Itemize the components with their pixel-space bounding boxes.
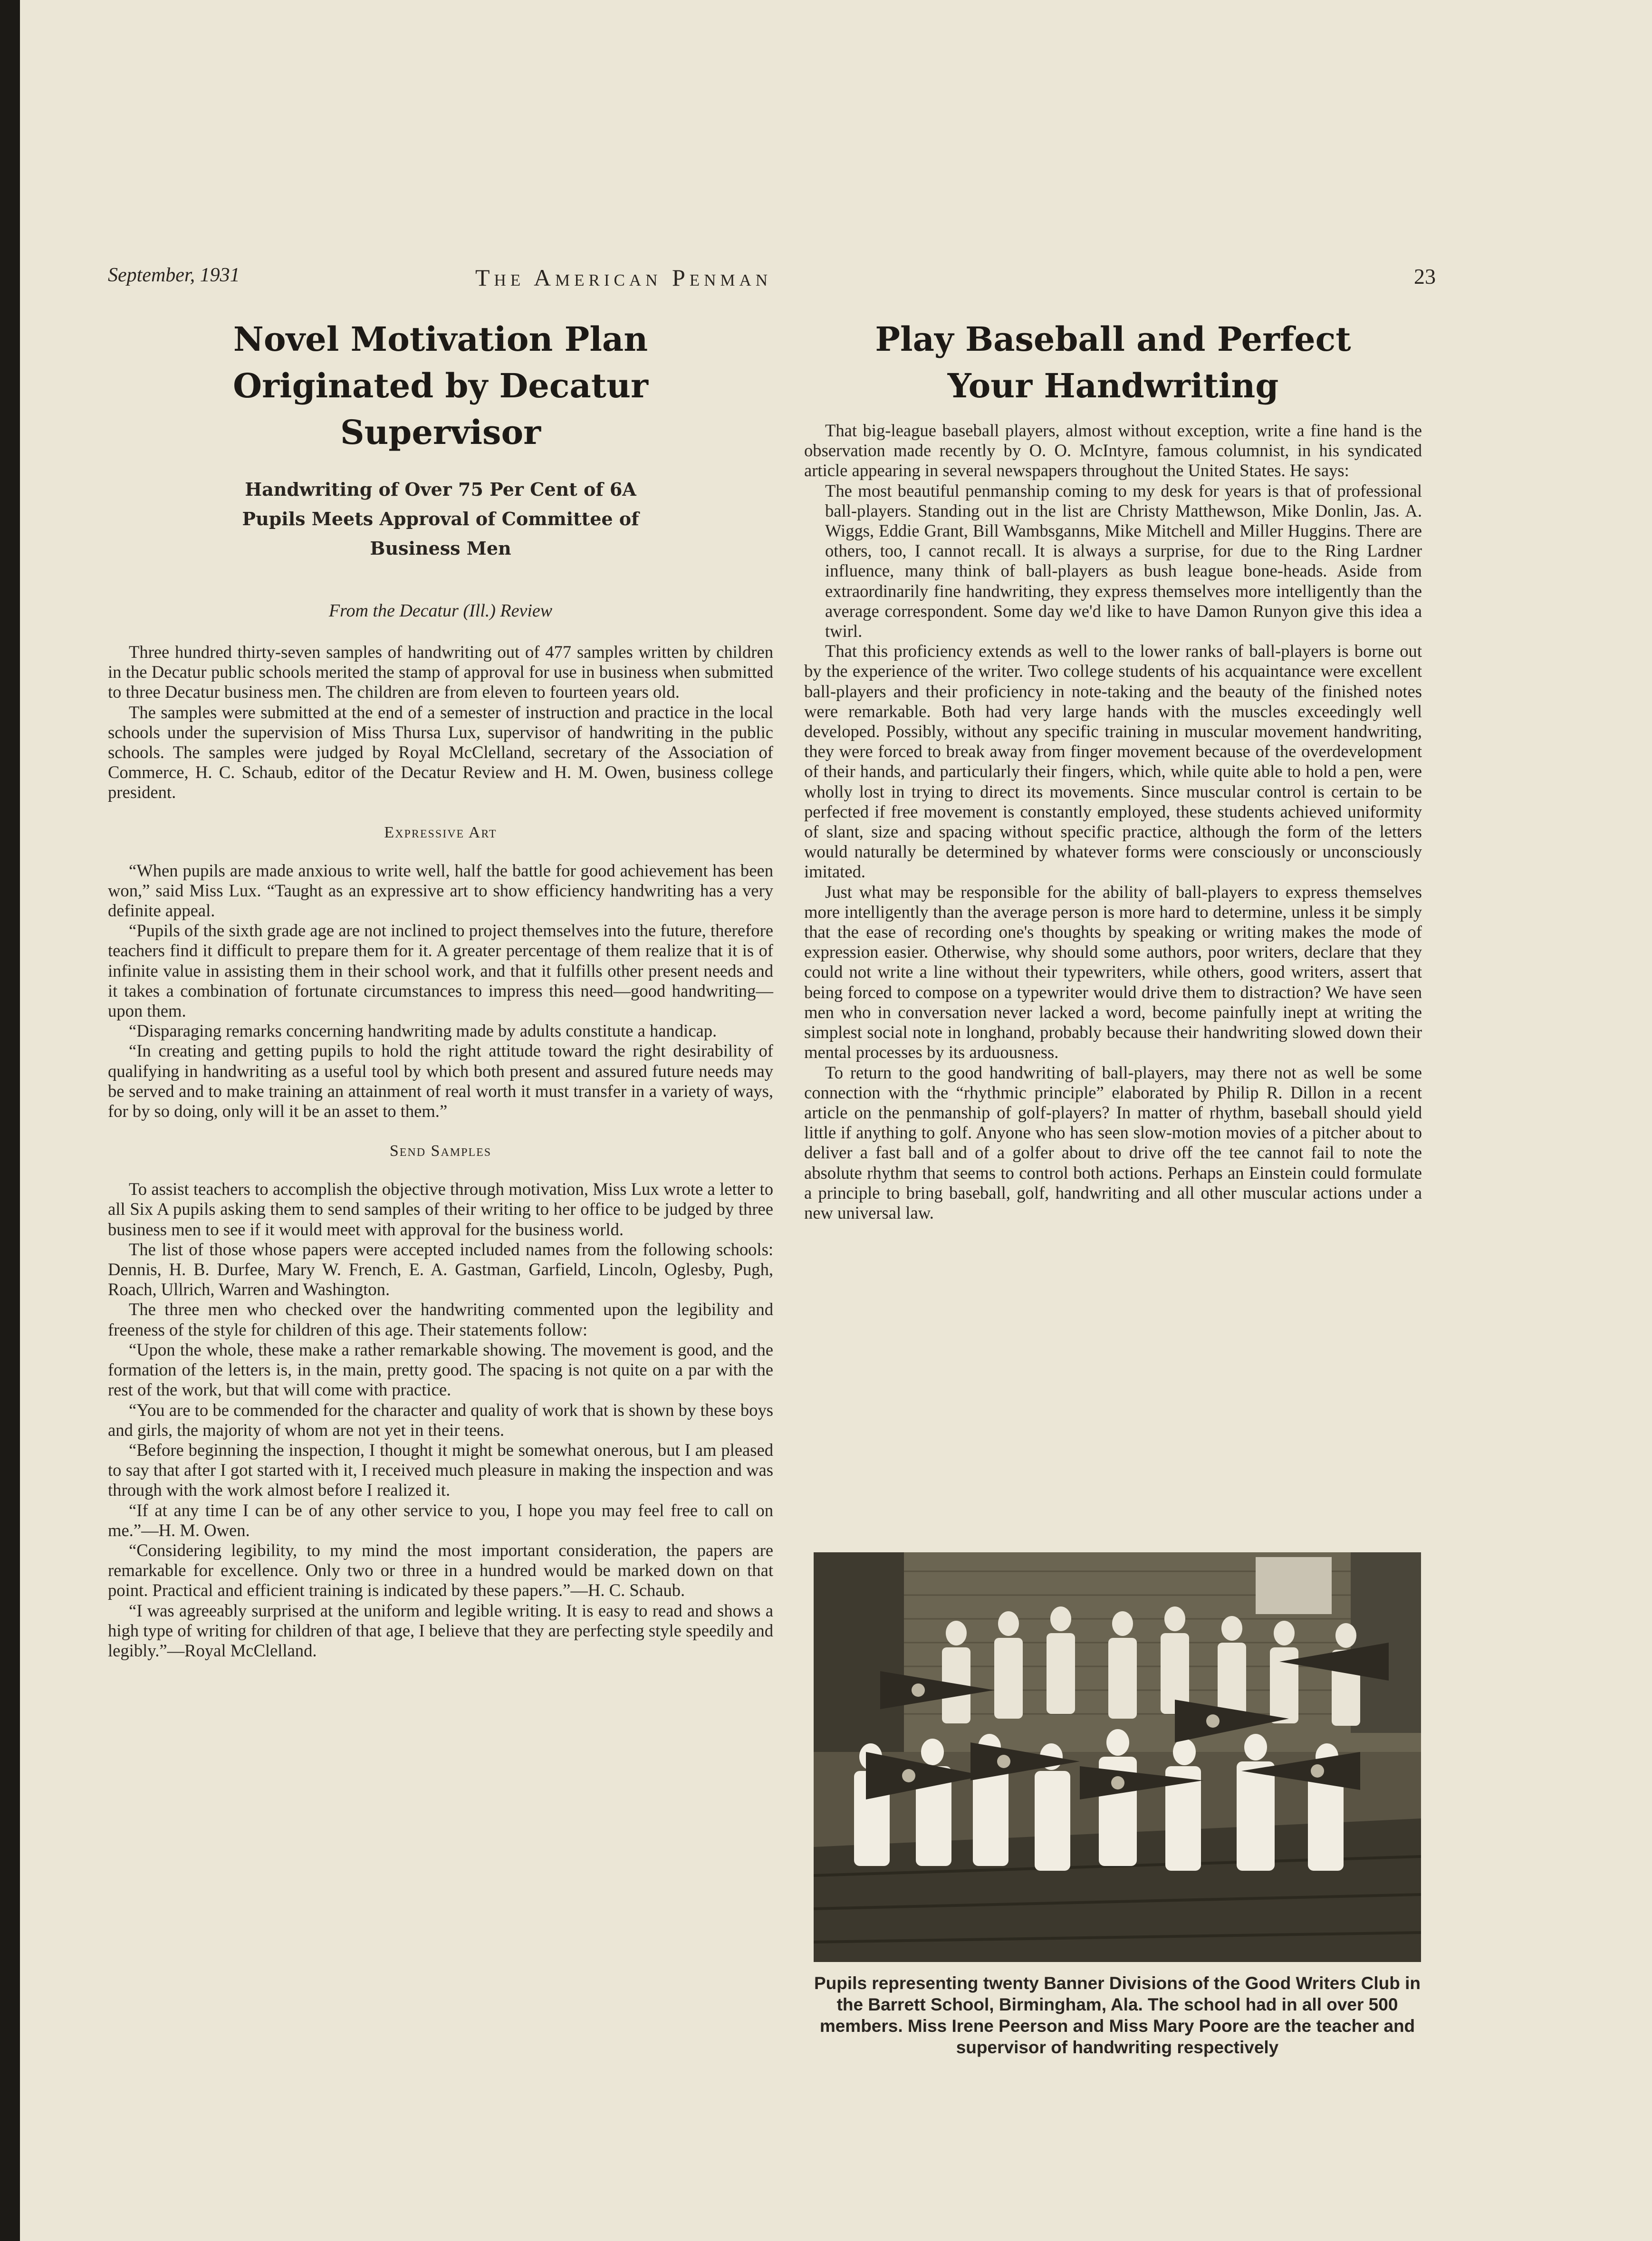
- paragraph: The list of those whose papers were accepted included names from the following schools: Dennis, H. B. Durfee, Mary W. French, E. A. Gastman, Garfield, Lincoln, Oglesby, Pugh, Roach, Ullrich, Warren and Washington.: [108, 1239, 773, 1299]
- page-number: 23: [1414, 264, 1436, 289]
- paragraph: “If at any time I can be of any other service to you, I hope you may feel free to call on me.”—H. M. Owen.: [108, 1500, 773, 1540]
- paragraph: That big-league baseball players, almost without exception, write a fine hand is the observation made recently by O. O. McIntyre, famous columnist, in his syndicated article appearing in several newspapers throughout the United States. He says:: [804, 421, 1422, 481]
- headline-line: Supervisor: [340, 413, 541, 452]
- section-heading: Expressive Art: [384, 823, 497, 841]
- article-body: [804, 421, 1422, 1223]
- article-body: [108, 642, 773, 803]
- headline-line: Play Baseball and Perfect: [875, 319, 1351, 359]
- paragraph: “I was agreeably surprised at the uniform and legible writing. It is easy to read and shows a high type of writing for children of that age, I believe that they are perfecting style speedily and legibly.”—Royal McClelland.: [108, 1600, 773, 1660]
- publication-title: The American Penman: [475, 264, 772, 291]
- photo-caption: Pupils representing twenty Banner Divisions of the Good Writers Club in the Barrett School, Birmingham, Ala. The school had in all over 500 members. Miss Irene Peerson and Miss Mary Poore are the teacher and supervisor of handwriting respectively: [814, 1973, 1421, 2057]
- paragraph: “Upon the whole, these make a rather remarkable showing. The movement is good, and the formation of the letters is, in the main, pretty good. The spacing is not quite on a par with the rest of the work, but that will come with practice.: [108, 1339, 773, 1400]
- paragraph: Just what may be responsible for the ability of ball-players to express themselves more intelligently than the average person is more hard to determine, unless it be simply that the ease of recording one's thoughts by speaking or writing makes the mode of expression easier. Otherwise, why should some authors, poor writers, declare that they could not write a line without their typewriters, while others, good writers, assert that being forced to compose on a typewriter would drive them to distraction? We have seen men who in conversation never lacked a word, become painfully inept at writing the simplest social note in longhand, probably because their handwriting slowed down their mental processes by its arduousness.: [804, 882, 1422, 1062]
- left-headline: [108, 316, 773, 456]
- article-body: [108, 1179, 773, 1661]
- paragraph: To assist teachers to accomplish the objective through motivation, Miss Lux wrote a letter to all Six A pupils asking them to send samples of their writing to her office to be judged by three business men to see if it would meet with approval for the business world.: [108, 1179, 773, 1239]
- article-body: [108, 861, 773, 1122]
- headline-line: Originated by Decatur: [233, 366, 648, 405]
- left-subhead: [108, 475, 773, 563]
- section-heading: Send Samples: [389, 1142, 492, 1160]
- paragraph: “Disparaging remarks concerning handwriting made by adults constitute a handicap.: [129, 1021, 717, 1041]
- paragraph: To return to the good handwriting of ball-players, may there not as well be some connection with the “rhythmic principle” elaborated by Philip R. Dillon in a recent article on the penmanship of golf-players? In matter of rhythm, baseball should yield little if anything to golf. Anyone who has seen slow-motion movies of a pitcher about to deliver a fast ball and of a golfer about to drive off the tee cannot fail to note the absolute rhythm that seems to control both actions. Perhaps an Einstein could formulate a principle to bring baseball, golf, handwriting and all other muscular actions under a new universal law.: [804, 1062, 1422, 1222]
- paragraph: “You are to be commended for the character and quality of work that is shown by these boys and girls, the majority of whom are not yet in their teens.: [108, 1400, 773, 1440]
- paragraph: The samples were submitted at the end of a semester of instruction and practice in the local schools under the supervision of Miss Thursa Lux, supervisor of handwriting in the public schools. The samples were judged by Royal McClelland, secretary of the Association of Commerce, H. C. Schaub, editor of the Decatur Review and H. M. Owen, business college president.: [108, 702, 773, 802]
- right-headline: [804, 316, 1422, 409]
- group-photo: [814, 1552, 1421, 1962]
- subhead-line: Pupils Meets Approval of Committee of: [242, 508, 639, 529]
- article-source: From the Decatur (Ill.) Review: [328, 601, 553, 621]
- paragraph: The three men who checked over the handwriting commented upon the legibility and freeness of the style for children of this age. Their statements follow:: [108, 1299, 773, 1339]
- block-quote: The most beautiful penmanship coming to my desk for years is that of professional ball-players. Standing out in the list are Christy Matthewson, Mike Donlin, Jas. A. Wiggs, Eddie Grant, Bill Wambsganns, Mike Mitchell and Miller Huggins. There are others, too, I cannot recall. It is always a surprise, for due to the Ring Lardner influence, many think of ball-players as bush league bone-heads. Aside from extraordinarily fine handwriting, they express themselves more intelligently than the average correspondent. Some day we'd like to have Damon Runyon give this idea a twirl.: [825, 481, 1422, 641]
- paragraph: “Before beginning the inspection, I thought it might be somewhat onerous, but I am pleased to say that after I got started with it, I received much pleasure in making the inspection and was through with the work almost before I realized it.: [108, 1440, 773, 1500]
- issue-date: September, 1931: [108, 264, 240, 286]
- headline-line: Your Handwriting: [947, 366, 1279, 405]
- paragraph: Three hundred thirty-seven samples of handwriting out of 477 samples written by children in the Decatur public schools merited the stamp of approval for use in business when submitted to three Decatur business men. The children are from eleven to fourteen years old.: [108, 642, 773, 702]
- paragraph: “Considering legibility, to my mind the most important consideration, the papers are remarkable for excellence. Only two or three in a hundred would be marked down on that point. Practical and efficient training is indicated by these papers.”—H. C. Schaub.: [108, 1540, 773, 1600]
- headline-line: Novel Motivation Plan: [233, 319, 648, 359]
- paragraph: “Pupils of the sixth grade age are not inclined to project themselves into the future, therefore teachers find it difficult to prepare them for it. A greater percentage of them realize that it is of infinite value in assisting them in their school work, and that it fulfills other present needs and it takes a combination of fortunate circumstances to impress this need—good handwriting—upon them.: [108, 921, 773, 1021]
- right-article: [804, 316, 1422, 1223]
- group-photo-image: [814, 1552, 1421, 1962]
- subhead-line: Handwriting of Over 75 Per Cent of 6A: [245, 479, 636, 500]
- subhead-line: Business Men: [370, 538, 511, 559]
- left-article: [108, 316, 773, 1661]
- paragraph: That this proficiency extends as well to the lower ranks of ball-players is borne out by the experience of the writer. Two college students of his acquaintance were excellent ball-players and their proficiency in note-taking and the beauty of the finished notes were remarkable. Both had very large hands with the muscles exceedingly well developed. Possibly, without any specific training in muscular movement handwriting, they were forced to break away from finger movement because of the overdevelopment of their hands, and particularly their fingers, which, while quite able to hold a pen, were wholly lost in trying to direct its movements. Since muscular control is certain to be perfected if free movement is constantly employed, these students achieved uniformity of slant, size and spacing without specific practice, although the form of the letters would naturally be determined by whatever forms were consciously or unconsciously imitated.: [804, 641, 1422, 882]
- paragraph: “In creating and getting pupils to hold the right attitude toward the right desirability of qualifying in handwriting as a useful tool by which both present and assured future needs may be served and to make training an attainment of real worth it must transfer in a variety of ways, for by so doing, only will it be an asset to them.”: [108, 1041, 773, 1121]
- paragraph: “When pupils are made anxious to write well, half the battle for good achievement has been won,” said Miss Lux. “Taught as an expressive art to show efficiency handwriting has a very definite appeal.: [108, 860, 773, 921]
